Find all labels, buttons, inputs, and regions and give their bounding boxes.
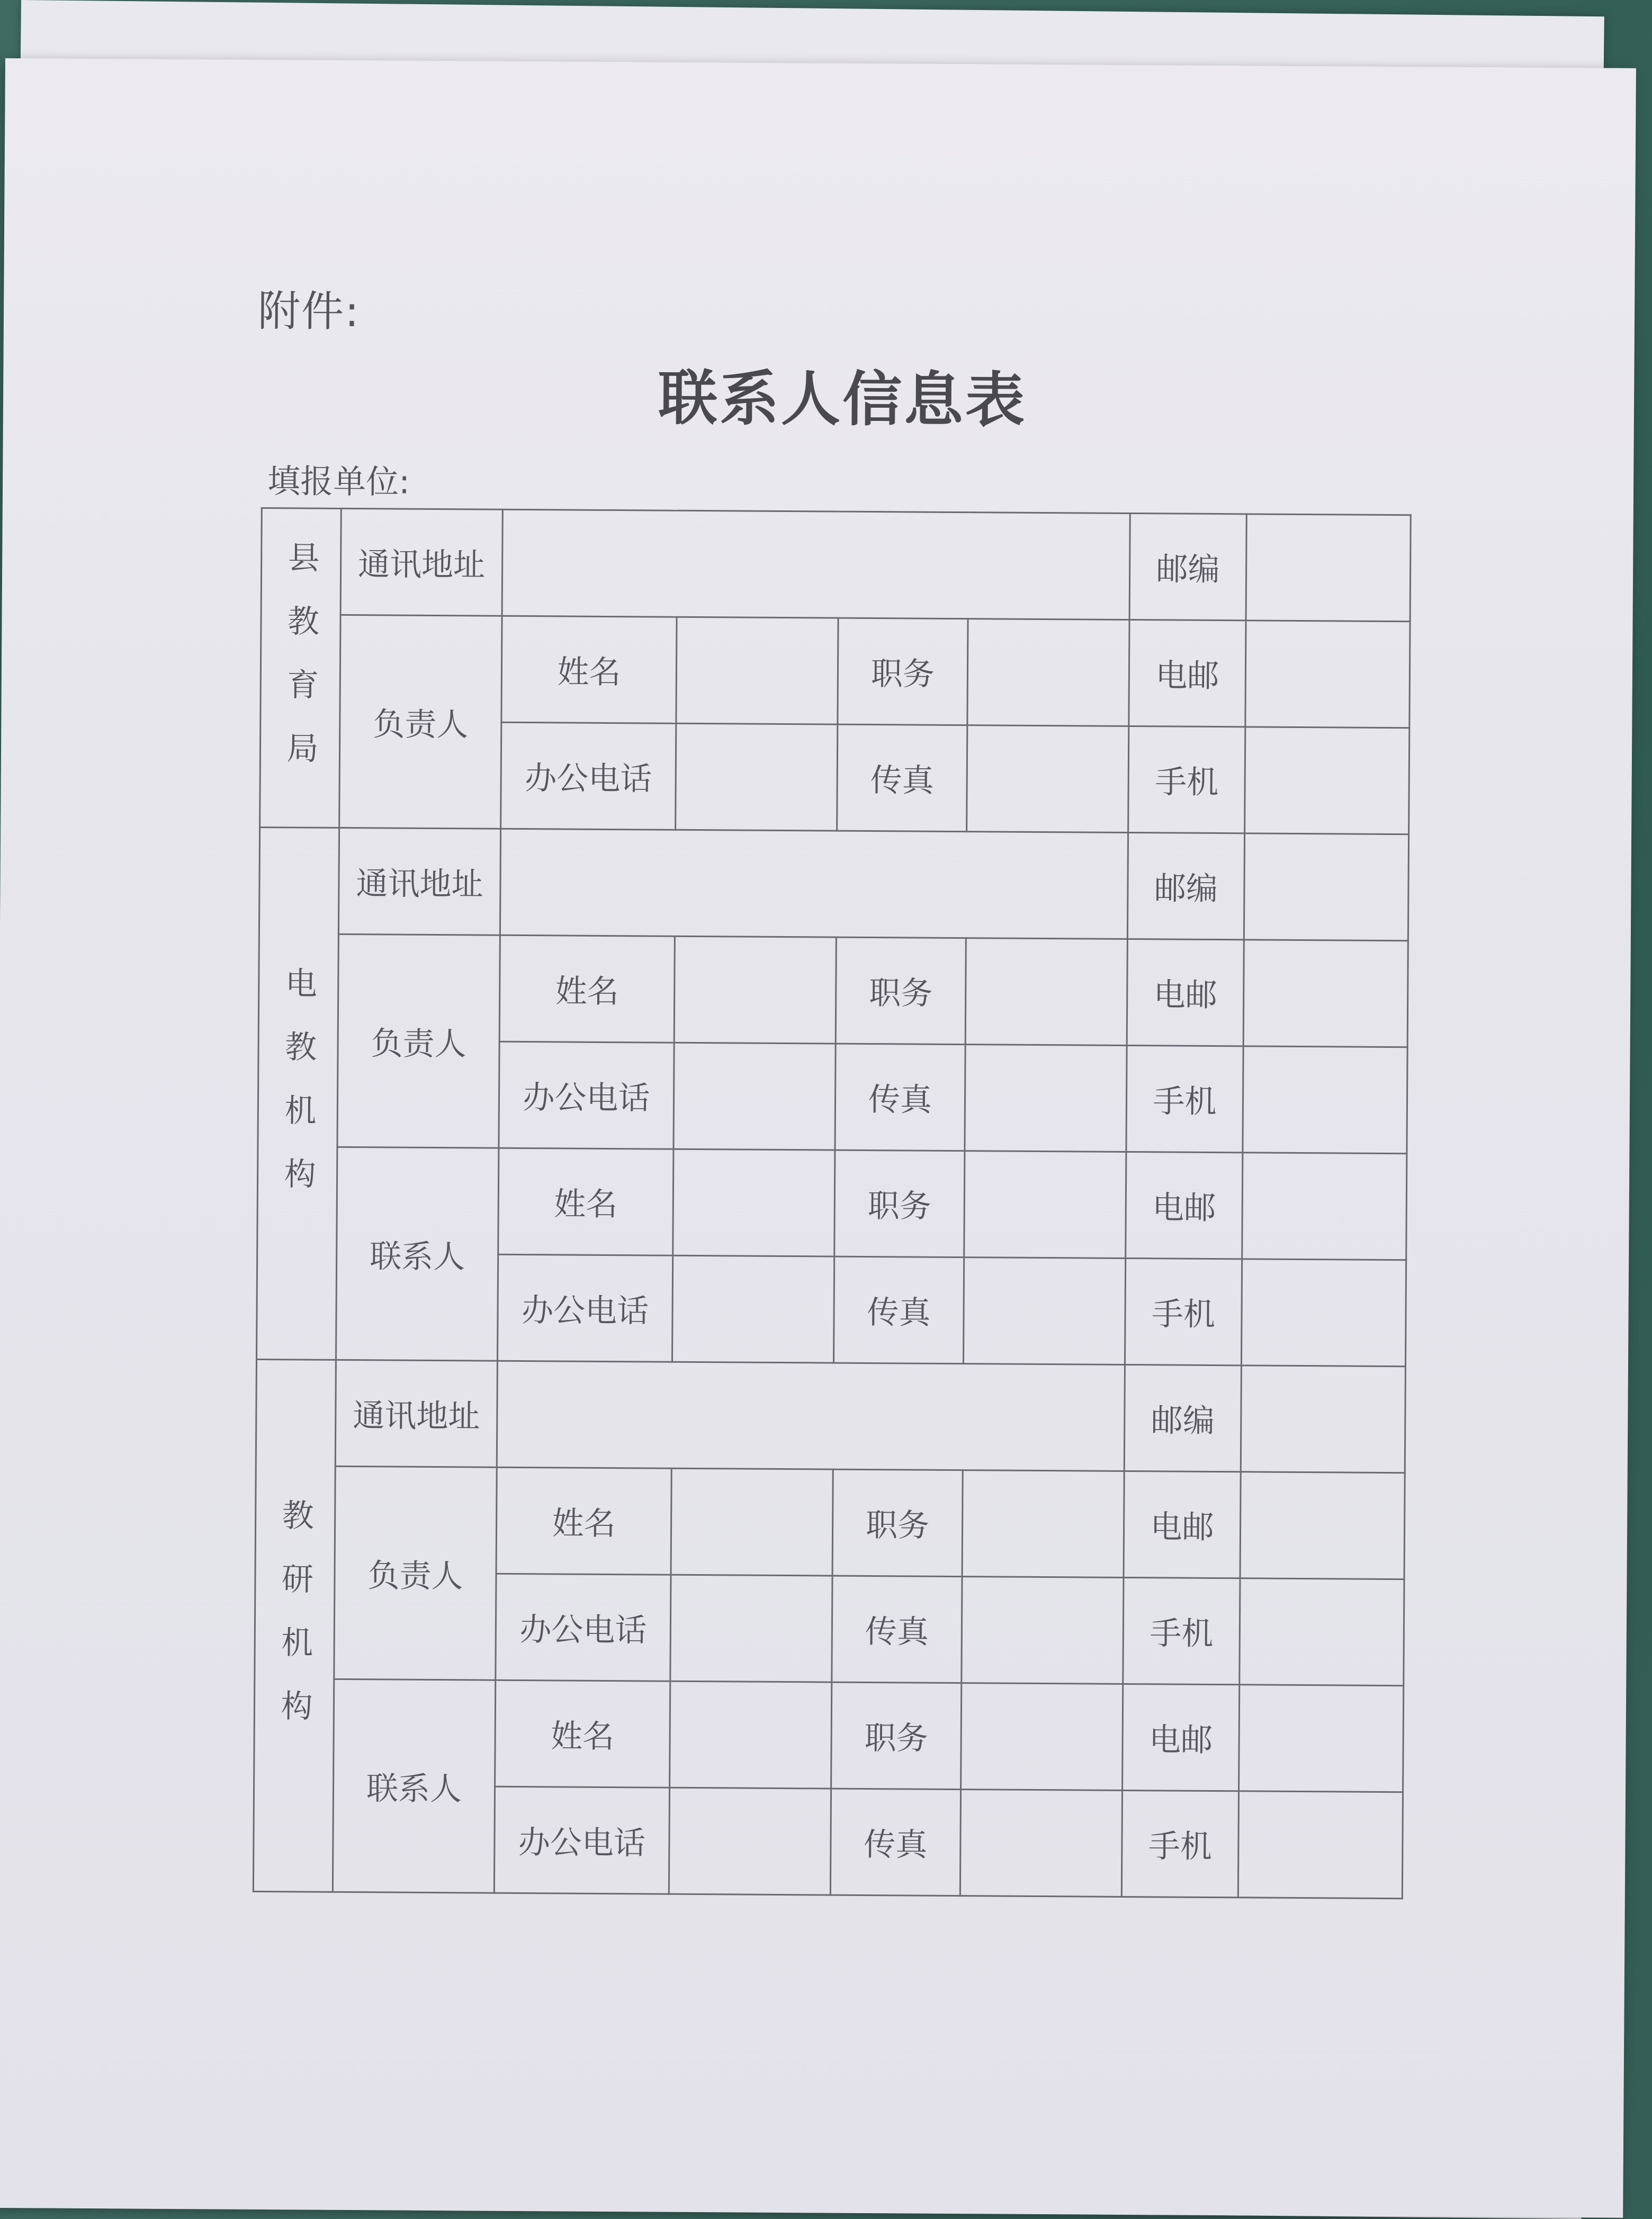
mobile-label: 手机 (1126, 1045, 1243, 1152)
name-label: 姓名 (498, 1148, 674, 1255)
fax-value-cell[interactable] (962, 1577, 1124, 1684)
address-value-cell[interactable] (502, 509, 1130, 619)
table-row (259, 827, 1408, 940)
contact-label: 联系人 (333, 1679, 495, 1893)
mobile-label: 手机 (1128, 726, 1245, 833)
mobile-value-cell[interactable] (1238, 1791, 1403, 1899)
position-value-cell[interactable] (967, 619, 1129, 726)
name-label: 姓名 (501, 616, 677, 723)
attachment-label: 附件: (257, 286, 361, 337)
position-label: 职务 (832, 1469, 963, 1576)
name-value-cell[interactable] (676, 617, 838, 724)
group-audio-visual-education: 电教机构 (256, 827, 339, 1360)
office-phone-value-cell[interactable] (669, 1787, 831, 1895)
fax-value-cell[interactable] (967, 725, 1129, 833)
mobile-label: 手机 (1121, 1790, 1238, 1897)
fax-label: 传真 (833, 1256, 964, 1363)
fax-value-cell[interactable] (963, 1257, 1125, 1365)
email-value-cell[interactable] (1243, 940, 1408, 1047)
email-label: 电邮 (1126, 1152, 1243, 1259)
fax-label: 传真 (837, 724, 967, 831)
email-label: 电邮 (1124, 1471, 1241, 1578)
fax-label: 传真 (830, 1789, 960, 1895)
table-row (257, 1146, 1407, 1260)
group-county-education-bureau: 县教育局 (260, 508, 342, 828)
email-value-cell[interactable] (1239, 1685, 1404, 1792)
office-phone-value-cell[interactable] (672, 1255, 834, 1363)
position-label: 职务 (838, 618, 968, 725)
page-title: 联系人信息表 (658, 364, 1027, 435)
office-phone-value-cell[interactable] (670, 1575, 832, 1682)
postcode-label: 邮编 (1129, 513, 1246, 620)
mobile-value-cell[interactable] (1243, 1046, 1407, 1154)
position-label: 职务 (834, 1150, 965, 1257)
postcode-label: 邮编 (1127, 832, 1244, 939)
name-value-cell[interactable] (673, 1149, 835, 1256)
fax-value-cell[interactable] (965, 1045, 1127, 1152)
paper-sheet (0, 58, 1636, 2218)
email-label: 电邮 (1127, 939, 1244, 1046)
contact-label: 联系人 (336, 1147, 498, 1361)
principal-label: 负责人 (339, 615, 502, 829)
fax-value-cell[interactable] (960, 1790, 1122, 1897)
name-value-cell[interactable] (670, 1681, 832, 1789)
email-label: 电邮 (1129, 619, 1246, 726)
email-value-cell[interactable] (1240, 1472, 1405, 1579)
email-label: 电邮 (1123, 1684, 1240, 1791)
mobile-label: 手机 (1123, 1577, 1240, 1684)
address-value-cell[interactable] (500, 829, 1128, 939)
table-row (261, 614, 1410, 727)
postcode-label: 邮编 (1124, 1364, 1241, 1471)
position-label: 职务 (831, 1682, 962, 1789)
mobile-value-cell[interactable] (1241, 1259, 1406, 1367)
name-label: 姓名 (496, 1467, 671, 1575)
office-phone-value-cell[interactable] (674, 1043, 836, 1150)
address-value-cell[interactable] (497, 1361, 1125, 1471)
position-value-cell[interactable] (965, 938, 1127, 1046)
address-label: 通讯地址 (340, 508, 502, 616)
group-teaching-research: 教研机构 (253, 1359, 336, 1892)
name-label: 姓名 (499, 935, 675, 1043)
position-value-cell[interactable] (962, 1470, 1124, 1578)
mobile-value-cell[interactable] (1240, 1578, 1404, 1686)
table-row (255, 1466, 1405, 1579)
mobile-value-cell[interactable] (1245, 727, 1409, 834)
address-label: 通讯地址 (335, 1360, 497, 1467)
contact-info-table (253, 507, 1412, 1899)
office-phone-label: 办公电话 (497, 1254, 672, 1362)
document-content (248, 277, 1429, 1899)
office-phone-label: 办公电话 (494, 1786, 669, 1894)
table-row (258, 933, 1408, 1047)
principal-label: 负责人 (337, 934, 500, 1148)
name-value-cell[interactable] (671, 1468, 833, 1576)
reporting-unit-label: 填报单位: (267, 462, 410, 501)
principal-label: 负责人 (334, 1466, 497, 1680)
fax-label: 传真 (835, 1044, 965, 1151)
email-value-cell[interactable] (1245, 621, 1410, 728)
position-value-cell[interactable] (964, 1151, 1126, 1259)
postcode-value-cell[interactable] (1246, 514, 1411, 622)
office-phone-value-cell[interactable] (676, 723, 838, 831)
fax-label: 传真 (832, 1576, 962, 1683)
table-row (256, 1359, 1405, 1472)
office-phone-label: 办公电话 (499, 1041, 674, 1149)
postcode-value-cell[interactable] (1241, 1365, 1405, 1473)
name-value-cell[interactable] (674, 936, 836, 1044)
address-label: 通讯地址 (338, 828, 500, 935)
office-phone-label: 办公电话 (501, 722, 676, 830)
name-label: 姓名 (495, 1680, 670, 1787)
email-value-cell[interactable] (1242, 1153, 1407, 1260)
table-row (254, 1678, 1404, 1792)
mobile-label: 手机 (1125, 1258, 1242, 1365)
postcode-value-cell[interactable] (1244, 833, 1408, 941)
position-label: 职务 (836, 937, 966, 1044)
office-phone-label: 办公电话 (496, 1574, 671, 1681)
position-value-cell[interactable] (961, 1683, 1123, 1791)
table-row (261, 508, 1411, 621)
